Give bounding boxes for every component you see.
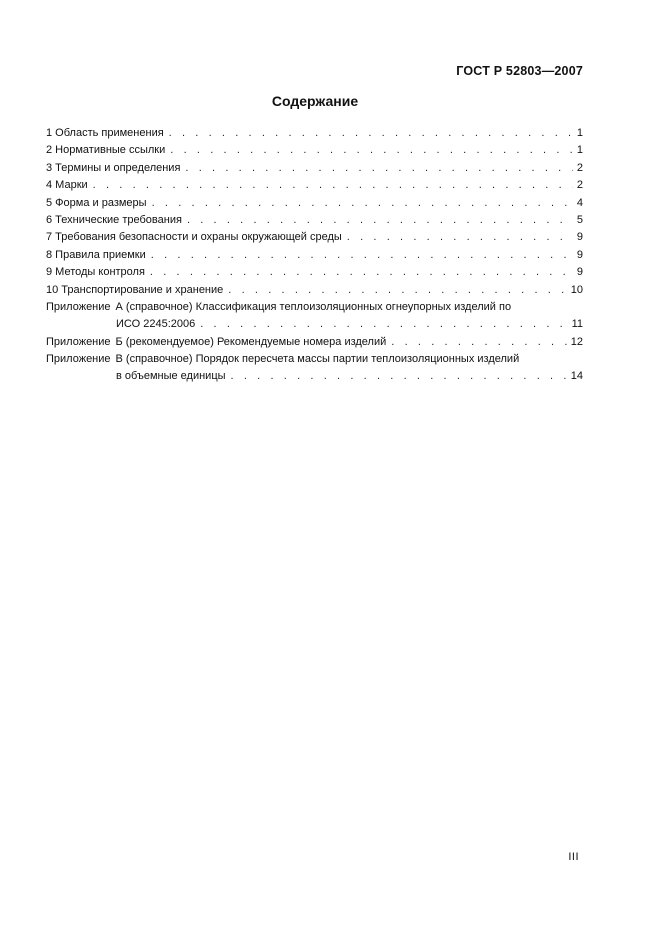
toc-leader-dots [185,160,572,177]
table-of-contents [46,125,583,386]
toc-entry-page: 2 [576,179,583,192]
toc-leader-dots [93,177,573,194]
toc-entry[interactable] [46,247,583,264]
appendix-title-line1: Б (рекомендуемое) Рекомендуемые номера изделий [115,335,387,348]
toc-entry-label: 4 Марки [46,179,88,192]
appendix-word: Приложение [46,300,111,313]
toc-entry[interactable] [46,212,583,229]
toc-entry-label: 8 Правила приемки [46,248,146,261]
toc-entry[interactable] [46,195,583,212]
appendix-title-line2: в объемные единицы [116,370,226,383]
toc-entry-label: 1 Область применения [46,127,164,139]
toc-entry-page: 4 [576,196,583,209]
toc-entry-label: 2 Нормативные ссылки [46,144,166,157]
toc-leader-dots [347,229,573,246]
appendix-word: Приложение [46,335,111,348]
toc-entry-label: 5 Форма и размеры [46,196,147,209]
appendix-word: Приложение [46,353,111,366]
toc-leader-dots [150,264,573,281]
page-number: III [568,851,579,863]
appendix-title-line1: В (справочное) Порядок пересчета массы партии теплоизоляционных изделий [115,353,520,366]
toc-leader-dots [152,195,573,212]
toc-entry-label: 6 Технические требования [46,213,182,226]
toc-entry[interactable] [46,142,583,159]
toc-leader-dots [200,316,567,333]
appendix-title-line2: ИСО 2245:2006 [116,318,196,331]
toc-entry[interactable] [46,160,583,177]
toc-entry-page: 14 [570,370,583,383]
toc-entry-page: 1 [576,144,583,157]
toc-entry[interactable] [46,264,583,281]
toc-entry-page: 9 [576,248,583,261]
toc-entry-label: 10 Транспортирование и хранение [46,283,224,296]
toc-entry[interactable] [46,282,583,299]
toc-entry-label: 7 Требования безопасности и охраны окружающей среды [46,231,342,244]
appendix-title-line1: А (справочное) Классификация теплоизоляционных огнеупорных изделий по [115,300,512,313]
toc-appendix-v[interactable] [46,351,583,386]
toc-entry-page: 5 [576,213,583,226]
toc-appendix-a[interactable] [46,299,583,334]
toc-leader-dots [187,212,573,229]
toc-entry[interactable] [46,125,583,142]
toc-leader-dots [151,247,573,264]
toc-leader-dots [391,334,566,351]
toc-entry-label: 3 Термины и определения [46,161,181,174]
toc-entry-page: 12 [570,335,583,348]
toc-entry-page: 10 [570,283,583,296]
toc-entry-page: 2 [576,161,583,174]
toc-leader-dots [169,125,573,142]
document-code: ГОСТ Р 52803—2007 [456,64,583,78]
toc-leader-dots [228,282,566,299]
toc-appendix-b[interactable] [46,334,583,351]
toc-entry-page: 9 [576,266,583,279]
toc-entry-label: 9 Методы контроля [46,266,145,279]
toc-entry-page: 11 [571,318,583,331]
toc-leader-dots [170,142,573,159]
toc-entry-page: 1 [576,127,583,139]
toc-entry[interactable] [46,177,583,194]
toc-entry[interactable] [46,229,583,246]
toc-leader-dots [231,368,567,385]
toc-entry-page: 9 [576,231,583,244]
page-title: Содержание [271,93,359,109]
